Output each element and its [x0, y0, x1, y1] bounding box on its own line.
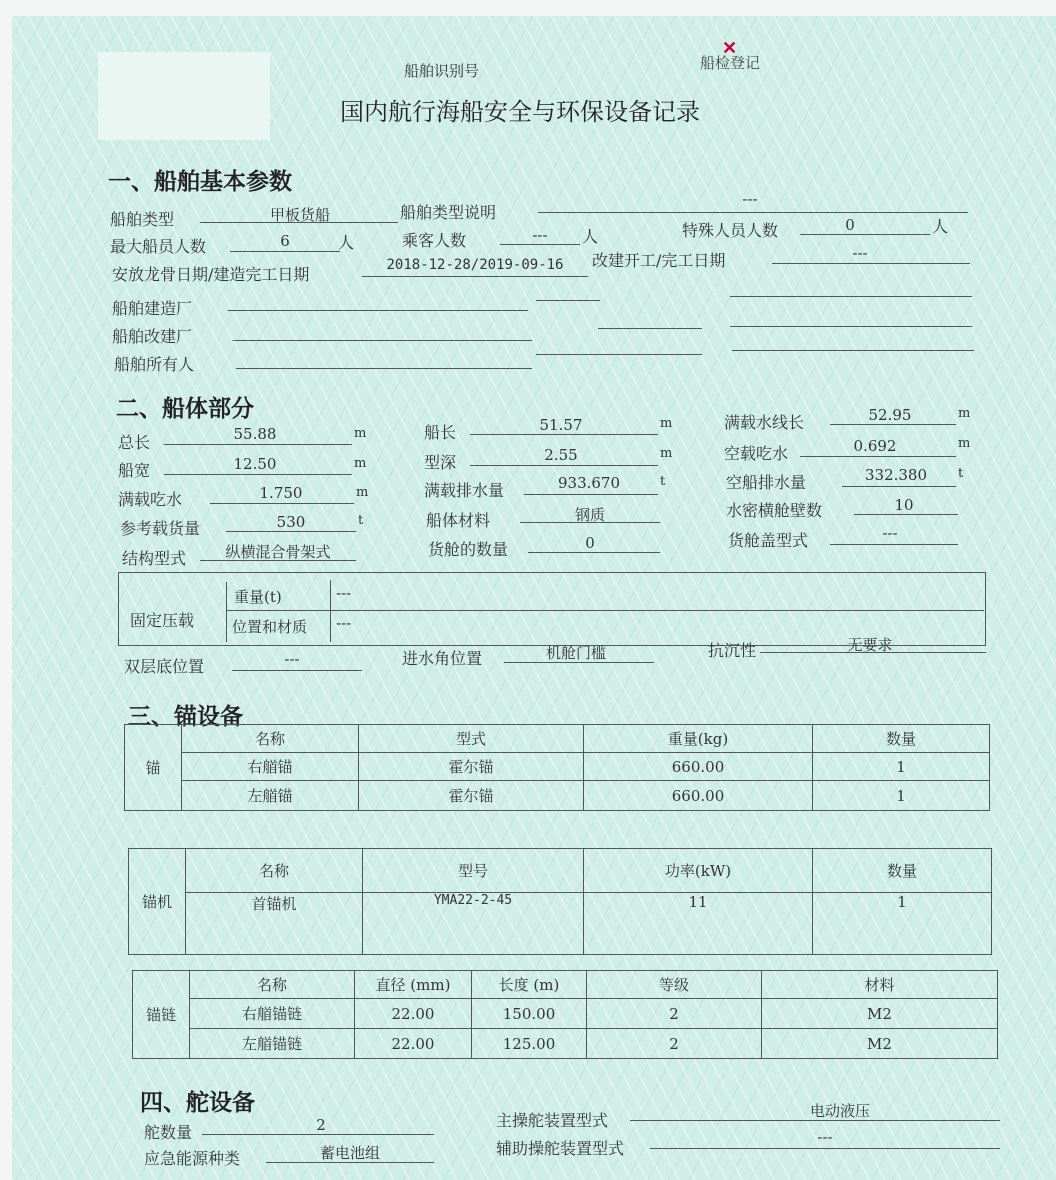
chain-group-label: 锚链: [133, 971, 190, 1059]
passengers-line: [500, 244, 580, 245]
max-crew-line: [230, 251, 340, 252]
hatch-value: ---: [882, 524, 898, 542]
keel-date-label: 安放龙骨日期/建造完工日期: [112, 265, 310, 284]
material-label: 船体材料: [426, 511, 491, 530]
chain-row2-length: 125.00: [472, 1029, 587, 1059]
full-disp-label: 满载排水量: [424, 481, 505, 500]
chain-row2-diameter: 22.00: [355, 1029, 472, 1059]
registry-stamp-icon: ✕: [722, 38, 738, 59]
special-unit: 人: [932, 217, 949, 236]
light-disp-value: 332.380: [864, 466, 928, 484]
chain-row1-material: M2: [762, 999, 998, 1029]
full-draft-line: [210, 503, 354, 504]
anchor-row1-type: 霍尔锚: [359, 753, 584, 781]
length-value: 51.57: [539, 416, 583, 434]
anchor-group-label: 锚: [125, 725, 182, 811]
windlass-header-qty: 数量: [813, 849, 992, 893]
structure-value: 纵横混合骨架式: [225, 543, 331, 561]
ship-type-desc-label: 船舶类型说明: [400, 203, 497, 222]
section-hull-heading: 二、船体部分: [116, 396, 254, 422]
anchor-row2-weight: 660.00: [584, 781, 813, 811]
keel-date-value: 2018-12-28/2019-09-16: [386, 257, 564, 273]
ship-id-label: 船舶识别号: [404, 62, 480, 80]
anchor-row2-name: 左艏锚: [182, 781, 359, 811]
max-crew-label: 最大船员人数: [110, 237, 207, 256]
waterline-value: 52.95: [868, 406, 912, 424]
chain-table: [132, 970, 998, 1059]
light-draft-label: 空载吃水: [724, 444, 789, 463]
aux-steering-label: 辅助操舵装置型式: [496, 1139, 625, 1158]
anchor-row1-qty: 1: [813, 753, 990, 781]
emergency-power-label: 应急能源种类: [144, 1149, 241, 1168]
anchor-header-type: 型式: [359, 725, 584, 753]
table-row: [125, 753, 990, 781]
windlass-header-name: 名称: [186, 849, 363, 893]
bulkheads-value: 10: [894, 496, 914, 514]
depth-label: 型深: [424, 453, 457, 472]
rebuilder-line-2: [598, 328, 702, 329]
double-bottom-line: [232, 670, 362, 671]
rebuild-date-value: ---: [852, 244, 868, 262]
section-basic-params-heading: 一、船舶基本参数: [108, 169, 292, 195]
chain-header-grade: 等级: [587, 971, 762, 999]
rudder-count-label: 舵数量: [144, 1123, 193, 1142]
anchor-row1-name: 右艏锚: [182, 753, 359, 781]
full-draft-value: 1.750: [259, 484, 303, 502]
special-value: 0: [845, 216, 855, 234]
max-crew-unit: 人: [338, 233, 355, 252]
windlass-header-model: 型号: [363, 849, 584, 893]
windlass-group-label: 锚机: [129, 849, 186, 955]
full-disp-value: 933.670: [557, 474, 621, 492]
table-row: [133, 1029, 998, 1059]
max-crew-value: 6: [280, 232, 290, 250]
ballast-divider-v: [226, 582, 227, 642]
double-bottom-label: 双层底位置: [124, 657, 205, 676]
waterline-unit: m: [958, 406, 971, 421]
redacted-area: [98, 52, 270, 140]
chain-row1-length: 150.00: [472, 999, 587, 1029]
light-disp-line: [842, 486, 956, 487]
depth-line: [470, 465, 658, 466]
owner-line: [236, 368, 532, 369]
hatch-label: 货舱盖型式: [728, 531, 809, 550]
chain-header-diameter: 直径 (mm): [355, 971, 472, 999]
windlass-row1-name: 首锚机: [186, 893, 363, 955]
table-row: [129, 893, 992, 955]
keel-date-line: [362, 276, 588, 277]
builder-label: 船舶建造厂: [112, 299, 193, 318]
double-bottom-value: ---: [284, 650, 300, 668]
breadth-label: 船宽: [118, 461, 151, 480]
ref-load-label: 参考载货量: [120, 519, 201, 538]
loa-label: 总长: [118, 433, 151, 452]
ballast-divider-v2: [330, 580, 331, 642]
holds-value: 0: [585, 534, 595, 552]
full-disp-line: [524, 494, 658, 495]
holds-line: [528, 552, 660, 553]
builder-line: [228, 310, 528, 311]
anchor-header-qty: 数量: [813, 725, 990, 753]
structure-label: 结构型式: [122, 549, 187, 568]
ship-type-desc-line: [538, 212, 968, 213]
loa-line: [164, 444, 352, 445]
table-row: [125, 781, 990, 811]
light-disp-label: 空船排水量: [726, 473, 807, 492]
special-label: 特殊人员人数: [682, 221, 779, 240]
rudder-count-value: 2: [316, 1116, 326, 1134]
aux-steering-line: [650, 1148, 1000, 1149]
chain-header-name: 名称: [190, 971, 355, 999]
depth-value: 2.55: [544, 446, 578, 464]
passengers-unit: 人: [582, 227, 599, 246]
hatch-line: [830, 544, 958, 545]
length-line: [470, 434, 658, 435]
rebuild-date-line: [772, 263, 970, 264]
emergency-power-value: 蓄电池组: [319, 1144, 380, 1162]
light-draft-value: 0.692: [853, 437, 897, 455]
owner-line-3: [732, 350, 974, 351]
chain-row1-diameter: 22.00: [355, 999, 472, 1029]
main-steering-label: 主操舵装置型式: [496, 1111, 609, 1130]
main-steering-value: 电动液压: [809, 1102, 870, 1120]
chain-header-material: 材料: [762, 971, 998, 999]
chain-row1-name: 右艏锚链: [190, 999, 355, 1029]
windlass-header-power: 功率(kW): [584, 849, 813, 893]
ballast-position-value: ---: [336, 614, 352, 632]
anchor-header-weight: 重量(kg): [584, 725, 813, 753]
waterline-label: 满载水线长: [724, 413, 805, 432]
anchor-table: [124, 724, 990, 811]
rebuild-date-label: 改建开工/完工日期: [592, 251, 726, 270]
holds-label: 货舱的数量: [428, 540, 509, 559]
anchor-row2-qty: 1: [813, 781, 990, 811]
passengers-value: ---: [532, 226, 548, 244]
ship-type-label: 船舶类型: [110, 210, 175, 229]
windlass-table: [128, 848, 992, 955]
ballast-weight-value: ---: [336, 584, 352, 602]
ship-type-value: 甲板货船: [269, 206, 330, 224]
builder-line-2: [536, 300, 600, 301]
flood-angle-value: 机舱门槛: [545, 644, 606, 662]
ballast-position-label: 位置和材质: [232, 618, 308, 636]
registry-label: 船检登记: [700, 54, 761, 72]
breadth-value: 12.50: [233, 455, 277, 473]
ref-load-value: 530: [276, 513, 306, 531]
chain-row1-grade: 2: [587, 999, 762, 1029]
owner-line-2: [536, 354, 702, 355]
ref-load-unit: t: [358, 513, 364, 528]
windlass-row1-model: YMA22-2-45: [363, 893, 584, 955]
ballast-label: 固定压载: [130, 611, 195, 630]
chain-row2-material: M2: [762, 1029, 998, 1059]
chain-row2-grade: 2: [587, 1029, 762, 1059]
loa-value: 55.88: [233, 425, 277, 443]
passengers-label: 乘客人数: [402, 231, 467, 250]
chain-header-length: 长度 (m): [472, 971, 587, 999]
material-value: 钢质: [574, 506, 605, 524]
breadth-unit: m: [354, 456, 367, 471]
rebuilder-value: _: [232, 322, 240, 341]
page-title: 国内航行海船安全与环保设备记录: [340, 98, 700, 126]
table-row: [133, 999, 998, 1029]
loa-unit: m: [354, 426, 367, 441]
unsinkable-value: 无要求: [847, 636, 893, 654]
anchor-row2-type: 霍尔锚: [359, 781, 584, 811]
ballast-divider-h: [226, 610, 984, 611]
full-draft-label: 满载吃水: [118, 490, 183, 509]
length-unit: m: [660, 416, 673, 431]
light-disp-unit: t: [958, 466, 964, 481]
section-rudder-heading: 四、舵设备: [140, 1090, 255, 1116]
special-line: [800, 234, 930, 235]
rebuilder-line: [236, 340, 532, 341]
ref-load-line: [226, 531, 356, 532]
light-draft-line: [800, 456, 956, 457]
section-anchor-heading: 三、锚设备: [128, 704, 243, 730]
bulkheads-line: [854, 514, 958, 515]
waterline-line: [830, 424, 956, 425]
rebuilder-label: 船舶改建厂: [112, 327, 193, 346]
builder-line-3: [730, 296, 972, 297]
windlass-row1-power: 11: [584, 893, 813, 955]
owner-label: 船舶所有人: [114, 355, 195, 374]
rudder-count-line: [202, 1134, 434, 1135]
full-disp-unit: t: [660, 474, 666, 489]
length-label: 船长: [424, 423, 457, 442]
chain-row2-name: 左艏锚链: [190, 1029, 355, 1059]
flood-angle-label: 进水角位置: [402, 649, 483, 668]
full-draft-unit: m: [356, 485, 369, 500]
aux-steering-value: ---: [817, 1128, 833, 1146]
ship-type-desc-value: ---: [742, 190, 758, 208]
depth-unit: m: [660, 446, 673, 461]
windlass-row1-qty: 1: [813, 893, 992, 955]
unsinkable-label: 抗沉性: [708, 641, 757, 660]
anchor-row1-weight: 660.00: [584, 753, 813, 781]
ballast-weight-label: 重量(t): [234, 588, 282, 606]
breadth-line: [164, 474, 352, 475]
bulkheads-label: 水密横舱壁数: [726, 501, 823, 520]
light-draft-unit: m: [958, 436, 971, 451]
anchor-header-name: 名称: [182, 725, 359, 753]
rebuilder-line-3: [730, 326, 972, 327]
